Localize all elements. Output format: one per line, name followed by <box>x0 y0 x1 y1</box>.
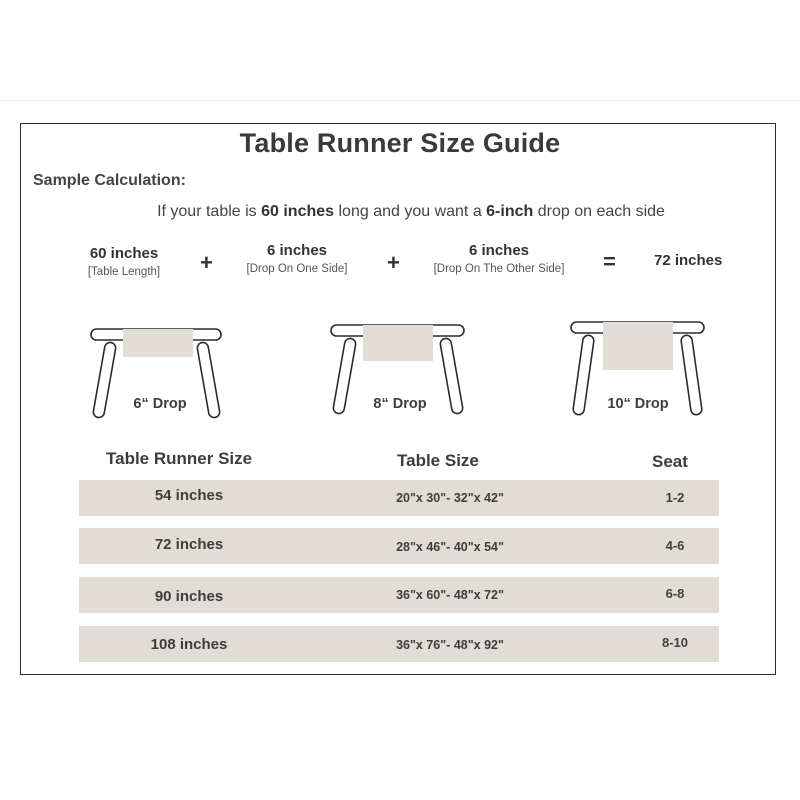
header-seat: Seat <box>652 452 688 471</box>
equation-table-length <box>74 245 174 278</box>
runner-size-cell: 108 inches <box>150 636 228 653</box>
table-row <box>79 577 719 613</box>
equation-term2-value: 6 inches <box>266 242 328 259</box>
table-row <box>79 528 719 564</box>
runner-swatch <box>603 322 673 370</box>
intro-pre: If your table is <box>157 203 262 220</box>
table-size-cell: 36"x 76"- 48"x 92" <box>396 638 504 652</box>
drop-label-8: 8“ Drop <box>373 396 427 412</box>
equals-sign: = <box>603 249 616 274</box>
seat-cell: 4-6 <box>665 538 685 553</box>
table-row <box>79 480 719 516</box>
equation-term3-value: 6 inches <box>468 242 530 259</box>
table-size-cell: 20"x 30"- 32"x 42" <box>396 491 504 505</box>
runner-size-cell: 90 inches <box>154 588 224 605</box>
top-divider <box>0 100 800 101</box>
header-table-runner-size: Table Runner Size <box>106 449 253 468</box>
drop-label-10: 10“ Drop <box>607 396 669 412</box>
intro-post: drop on each side <box>533 203 665 220</box>
runner-swatch <box>363 325 433 361</box>
plus-sign-1: + <box>200 250 213 275</box>
equation-drop-one-side <box>232 242 362 275</box>
equation-result: 72 inches <box>654 252 723 269</box>
seat-cell: 6-8 <box>665 586 685 601</box>
table-size-cell: 28"x 46"- 40"x 54" <box>396 540 504 554</box>
drop-label-6: 6“ Drop <box>133 396 187 412</box>
intro-drop: 6-inch <box>486 203 534 220</box>
equation-term2-note: [Drop On One Side] <box>246 263 348 275</box>
seat-cell: 8-10 <box>661 635 689 650</box>
intro-mid: long and you want a <box>334 203 487 220</box>
page-title: Table Runner Size Guide <box>239 128 561 158</box>
plus-sign-2: + <box>387 250 400 275</box>
intro-length: 60 inches <box>261 203 335 220</box>
table-size-cell: 36"x 60"- 48"x 72" <box>396 588 504 602</box>
intro-sentence <box>0 203 800 221</box>
equation-term1-note: [Table Length] <box>87 266 161 278</box>
table-row <box>79 626 719 662</box>
equation-drop-other-side <box>419 242 579 275</box>
runner-swatch <box>123 329 193 357</box>
seat-cell: 1-2 <box>665 490 685 505</box>
sample-calculation-label: Sample Calculation: <box>33 172 186 189</box>
equation-term3-note: [Drop On The Other Side] <box>433 263 565 275</box>
runner-size-cell: 72 inches <box>154 536 224 553</box>
equation-term1-value: 60 inches <box>89 245 159 262</box>
runner-size-cell: 54 inches <box>154 487 224 504</box>
header-table-size: Table Size <box>397 451 479 470</box>
